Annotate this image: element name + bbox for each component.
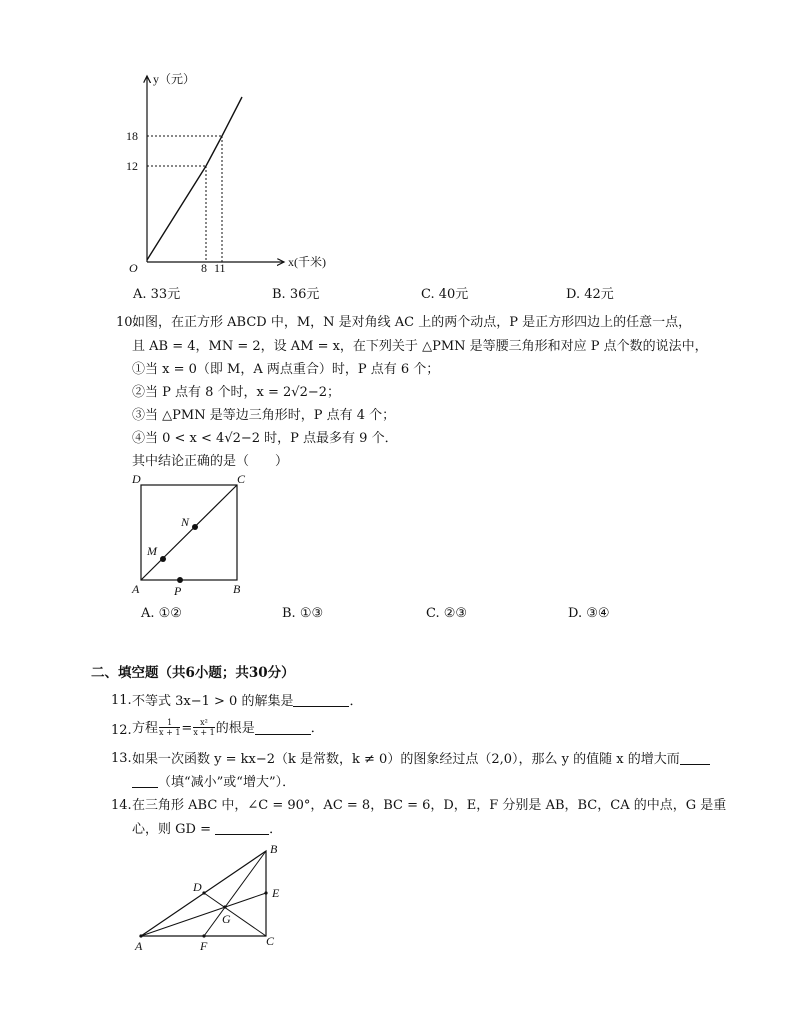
point-e	[264, 891, 267, 894]
label-p: P	[174, 584, 182, 598]
point-g	[223, 905, 226, 908]
q12-pre: 方程	[132, 720, 159, 736]
q10-stem-line1: 如图，在正方形 ABCD 中，M，N 是对角线 AC 上的两个动点，P 是正方形四边上的任意一点，	[132, 315, 692, 330]
q12-number: 12.	[111, 723, 132, 738]
tri-label-e: E	[272, 886, 280, 900]
tri-label-d: D	[193, 880, 202, 894]
q10-item-1: ①当 x = 0（即 M，A 两点重合）时，P 点有 6 个；	[132, 362, 440, 377]
q13-line1: 如果一次函数 y = kx−2（k 是常数，k ≠ 0）的图象经过点（2,0），那么 y 的值随 x 的增大而	[132, 752, 680, 767]
label-b: B	[233, 582, 241, 596]
q10-prompt: 其中结论正确的是（ ）	[132, 454, 289, 469]
q9-option-a: A. 33元	[133, 287, 181, 302]
q10-item-2: ②当 P 点有 8 个时，x = 2√2−2；	[132, 385, 341, 400]
label-n: N	[181, 515, 190, 529]
x-tick-8: 8	[201, 261, 207, 275]
q10-option-d: D. ③④	[568, 606, 610, 621]
q12-post: 的根是	[215, 720, 255, 736]
x-axis-label: x(千米)	[288, 255, 326, 269]
q9-option-c: C. 40元	[421, 287, 469, 302]
q11-end: ．	[349, 694, 363, 709]
median-b-f	[204, 851, 266, 936]
q12-rhs-num: x²	[200, 718, 208, 727]
label-c: C	[237, 472, 246, 486]
x-tick-11: 11	[214, 261, 226, 275]
q10-option-a: A. ①②	[141, 606, 182, 621]
q9-option-b: B. 36元	[272, 287, 320, 302]
q14-line2: 心，则 GD =	[132, 822, 211, 837]
q10-stem-line2: 且 AB = 4，MN = 2，设 AM = x，在下列关于 △PMN 是等腰三角形和对应 P 点个数的说法中，	[132, 339, 708, 354]
label-a: A	[132, 582, 140, 596]
tri-label-g: G	[222, 912, 231, 926]
y-axis-label: y（元）	[153, 72, 196, 86]
point-a	[139, 934, 142, 937]
tri-label-c: C	[266, 934, 275, 948]
section2-heading: 二、填空题（共6小题；共30分）	[91, 665, 295, 681]
q12-end: ．	[310, 720, 324, 736]
y-tick-18: 18	[126, 129, 138, 143]
q10-number: 10.	[116, 315, 137, 330]
q14-number: 14.	[111, 798, 132, 813]
tri-label-f: F	[200, 939, 208, 953]
q13-line2: （填“减小”或“增大”）．	[158, 775, 296, 790]
q14-line1: 在三角形 ABC 中，∠C = 90°，AC = 8，BC = 6，D，E，F 分别是 AB，BC，CA 的中点，G 是重	[132, 798, 727, 813]
origin-label: O	[129, 261, 138, 275]
label-m: M	[147, 544, 157, 558]
median-a-e	[141, 893, 266, 936]
median-c-d	[204, 893, 266, 936]
point-d	[202, 891, 205, 894]
q10-item-3: ③当 △PMN 是等边三角形时，P 点有 4 个；	[132, 408, 396, 423]
q13-number: 13.	[111, 751, 132, 766]
q11-text: 不等式 3x−1 > 0 的解集是	[132, 694, 294, 709]
q10-item-4: ④当 0 < x < 4√2−2 时，P 点最多有 9 个．	[132, 431, 398, 446]
label-d: D	[132, 472, 141, 486]
tri-label-a: A	[135, 939, 143, 953]
q10-option-c: C. ②③	[426, 606, 468, 621]
q12-rhs-den: x + 1	[193, 728, 215, 737]
tri-label-b: B	[270, 842, 278, 856]
q12-lhs-num: 1	[167, 718, 173, 727]
q10-option-b: B. ①③	[282, 606, 324, 621]
q9-option-d: D. 42元	[566, 287, 614, 302]
point-f	[202, 934, 205, 937]
q14-end: ．	[269, 822, 283, 837]
y-tick-12: 12	[126, 159, 138, 173]
q12-lhs-den: x + 1	[159, 728, 181, 737]
q11-number: 11.	[111, 693, 132, 708]
q12-eq: =	[181, 720, 193, 736]
